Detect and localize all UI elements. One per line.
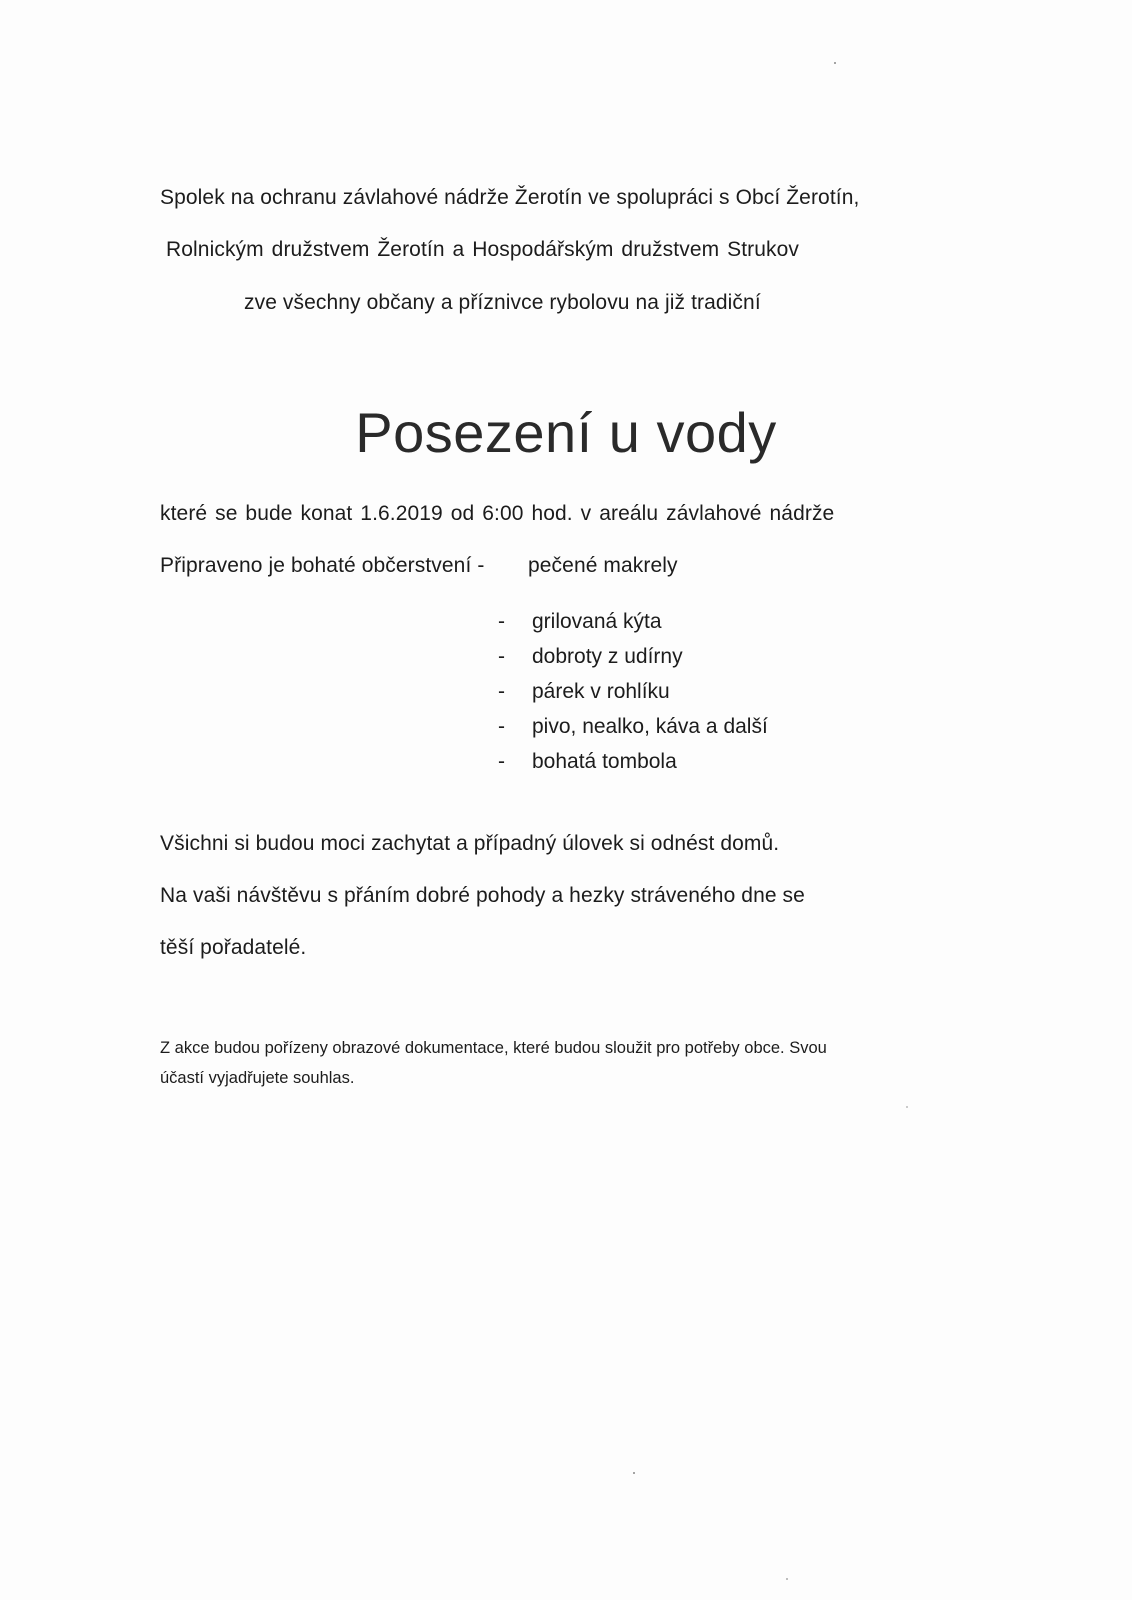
menu-item-label: dobroty z udírny — [532, 645, 683, 668]
menu-item — [498, 709, 768, 744]
closing-line-3: těší pořadatelé. — [160, 936, 307, 959]
menu-lead: Připraveno je bohaté občerstvení - — [160, 554, 485, 577]
scan-speck — [906, 1106, 908, 1108]
photo-consent-note-line-1: Z akce budou pořízeny obrazové dokumentace, které budou sloužit pro potřeby obce. Svou — [160, 1039, 827, 1057]
menu-item-label: grilovaná kýta — [532, 610, 662, 633]
menu-item — [498, 639, 768, 674]
event-title: Posezení u vody — [355, 401, 777, 464]
menu-dash: - — [498, 715, 505, 738]
menu-first-item: pečené makrely — [528, 554, 678, 577]
menu-dash: - — [498, 750, 505, 773]
scan-speck — [786, 1578, 788, 1580]
menu-item-label: bohatá tombola — [532, 750, 677, 773]
menu-item — [498, 604, 768, 639]
menu-item — [498, 674, 768, 709]
menu-item — [498, 744, 768, 779]
menu-dash: - — [498, 645, 505, 668]
closing-line-1: Všichni si budou moci zachytat a případný úlovek si odnést domů. — [160, 832, 780, 855]
menu-dash: - — [498, 610, 505, 633]
event-date-line: které se bude konat 1.6.2019 od 6:00 hod. v areálu závlahové nádrže — [160, 502, 835, 525]
menu-item-label: pivo, nealko, káva a další — [532, 715, 768, 738]
closing-line-2: Na vaši návštěvu s přáním dobré pohody a hezky stráveného dne se — [160, 884, 805, 907]
intro-line-2: Rolnickým družstvem Žerotín a Hospodářským družstvem Strukov — [166, 238, 800, 261]
photo-consent-note-line-2: účastí vyjadřujete souhlas. — [160, 1069, 355, 1087]
menu-list — [498, 604, 768, 779]
intro-line-3: zve všechny občany a příznivce rybolovu na již tradiční — [244, 291, 761, 314]
scan-speck — [834, 62, 836, 64]
menu-dash: - — [498, 680, 505, 703]
menu-item-label: párek v rohlíku — [532, 680, 670, 703]
intro-line-1: Spolek na ochranu závlahové nádrže Žerotín ve spolupráci s Obcí Žerotín, — [160, 186, 860, 209]
scan-speck — [633, 1472, 635, 1474]
